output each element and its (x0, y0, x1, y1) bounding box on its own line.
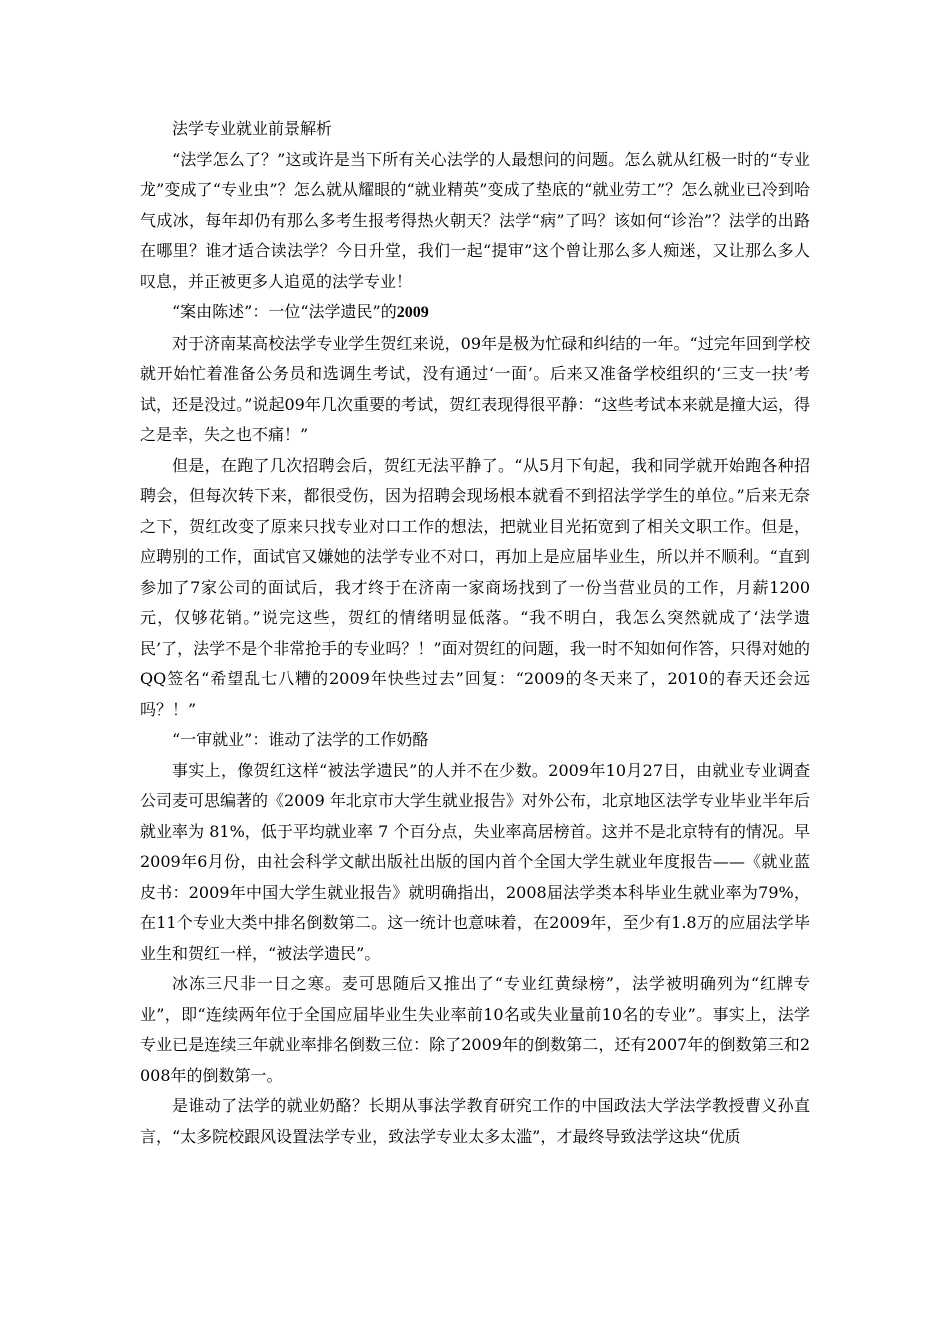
paragraph-hehong-intro: 对于济南某高校法学专业学生贺红来说，09年是极为忙碌和纠结的一年。“过完年回到学校就开始忙着准备公务员和选调生考试，没有通过‘一面’。后来又准备学校组织的‘三支一扶’考试，还是没过。”说起09年几次重要的考试，贺红表现得很平静：“这些考试本来就是撞大运，得之是幸，失之也不痛！” (140, 333, 810, 444)
paragraph-employment-report: 事实上，像贺红这样“被法学遗民”的人并不在少数。2009年10月27日，由就业专业调查公司麦可思编著的《2009 年北京市大学生就业报告》对外公布，北京地区法学专业毕业半年后就业率为 81%，低于平均就业率 7 个百分点，失业率高居榜首。这并不是北京特有的情况。早2009年6月份，由社会科学文献出版社出版的国内首个全国大学生就业年度报告——《就业蓝皮书：2009年中国大学生就业报告》就明确指出，2008届法学类本科毕业生就业率为79%，在11个专业大类中排名倒数第二。这一统计也意味着，在2009年，至少有1.8万的应届法学毕业生和贺红一样，“被法学遗民”。 (140, 760, 810, 963)
section-heading-case (140, 297, 810, 329)
section-heading-case-year: 2009 (396, 304, 429, 321)
intro-paragraph: “法学怎么了？”这或许是当下所有关心法学的人最想问的问题。怎么就从红极一时的“专业龙”变成了“专业虫”？怎么就从耀眼的“就业精英”变成了垫底的“就业劳工”？怎么就业已冷到哈气成冰，每年却仍有那么多考生报考得热火朝天？法学“病”了吗？该如何“诊治”？法学的出路在哪里？谁才适合读法学？今日升堂，我们一起“提审”这个曾让那么多人痴迷，又让那么多人叹息，并正被更多人追觅的法学专业！ (140, 149, 810, 291)
section-heading-case-text: “案由陈述”：一位“法学遗民”的 (172, 302, 397, 321)
paragraph-who-moved-cheese: 是谁动了法学的就业奶酪？长期从事法学教育研究工作的中国政法大学法学教授曹义孙直言，“太多院校跟风设置法学专业，致法学专业太多太滥”，才最终导致法学这块“优质 (140, 1096, 810, 1146)
document-body (140, 114, 810, 1152)
paragraph-job-fairs: 但是，在跑了几次招聘会后，贺红无法平静了。“从5月下旬起，我和同学就开始跑各种招聘会，但每次转下来，都很受伤，因为招聘会现场根本就看不到招法学学生的单位。”后来无奈之下，贺红改变了原来只找专业对口工作的想法，把就业目光拓宽到了相关文职工作。但是，应聘别的工作，面试官又嫌她的法学专业不对口，再加上是应届毕业生，所以并不顺利。“直到参加了7家公司的面试后，我才终于在济南一家商场找到了一份当营业员的工作，月薪1200元，仅够花销。”说完这些，贺红的情绪明显低落。“我不明白，我怎么突然就成了‘法学遗民’了，法学不是个非常抢手的专业吗？！”面对贺红的问题，我一时不知如何作答，只得对她的QQ签名“希望乱七八糟的2009年快些过去”回复：“2009的冬天来了，2010的春天还会远吗？！” (140, 455, 810, 719)
document-title: 法学专业就业前景解析 (172, 119, 333, 138)
section-heading-first-trial: “一审就业”：谁动了法学的工作奶酪 (172, 730, 429, 749)
paragraph-red-card: 冰冻三尺非一日之寒。麦可思随后又推出了“专业红黄绿榜”，法学被明确列为“红牌专业”，即“连续两年位于全国应届毕业生失业率前10名或失业量前10名的专业”。事实上，法学专业已是连续三年就业率排名倒数三位：除了2009年的倒数第二，还有2007年的倒数第三和2008年的倒数第一。 (140, 974, 810, 1085)
